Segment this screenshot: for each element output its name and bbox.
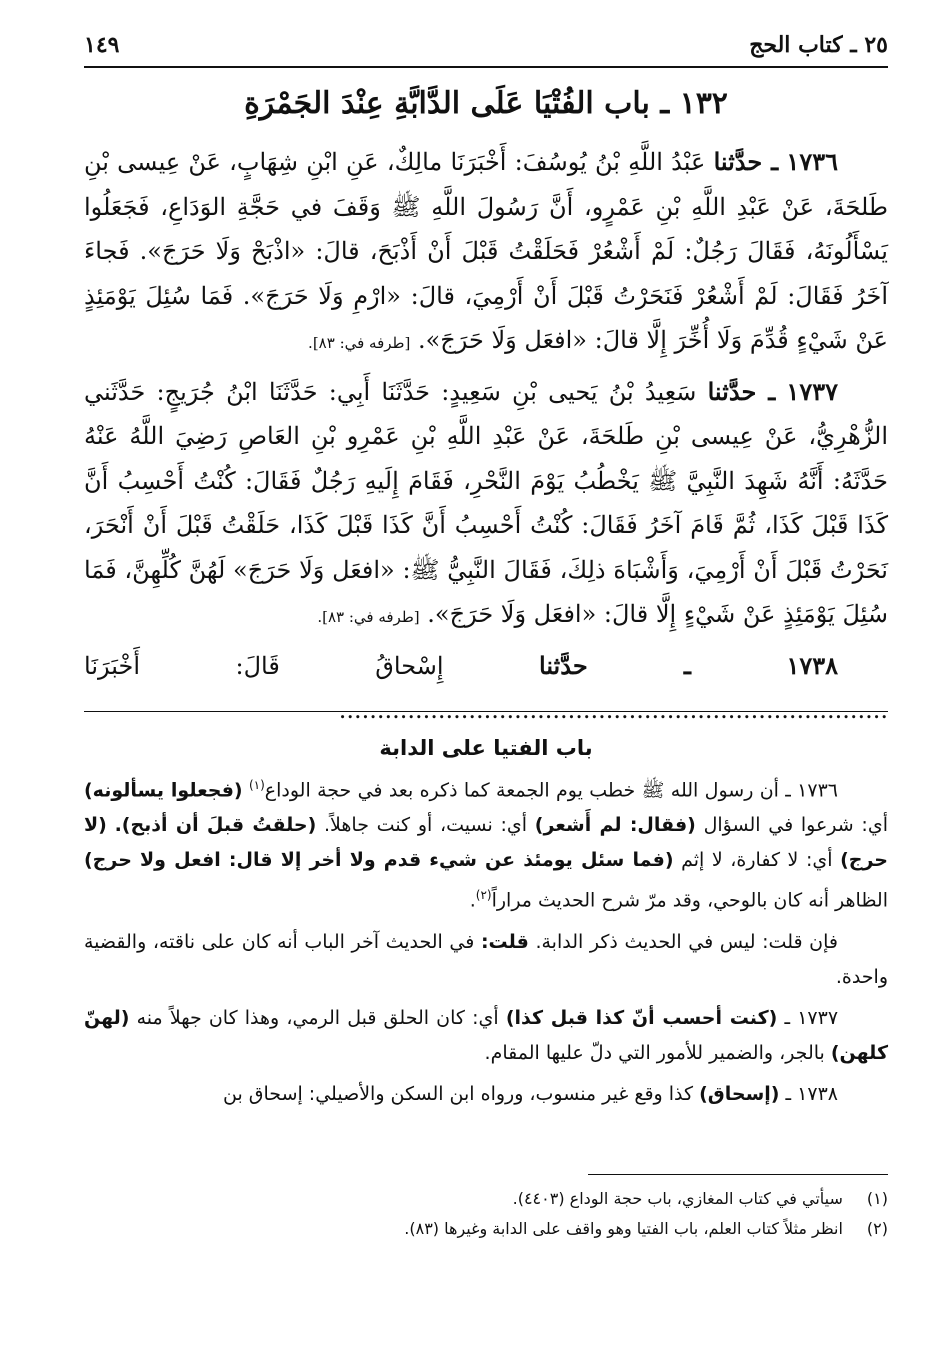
footnote-separator <box>588 1174 888 1175</box>
haddathana-label: ـ حدَّثنا <box>707 376 776 406</box>
quoted-phrase: (فجعلوا يسألونه) <box>84 779 243 802</box>
footnote-marker: (٢) <box>475 888 492 903</box>
commentary-text: كذا وقع غير منسوب، ورواه ابن السكن والأصيلي: إسحاق بن <box>222 1082 694 1105</box>
hadith-1738 <box>84 644 888 733</box>
tarf-reference: [طرفه في: ٨٣]. <box>317 608 420 626</box>
commentary-question <box>84 925 888 995</box>
quoted-phrase: (إسحاق) <box>699 1082 780 1105</box>
hadith-number: ١٧٣٨ <box>786 650 838 680</box>
commentary-number: ١٧٣٦ <box>797 779 838 802</box>
answer-label: قلت: <box>480 930 529 953</box>
quoted-phrase: (لا حرج) <box>84 814 888 872</box>
commentary-text: أي: نسيت، أو كنت جاهلاً. <box>324 814 528 837</box>
continuation-dots: ........................................................................ <box>338 696 888 724</box>
commentary-number: ١٧٣٨ <box>797 1082 838 1105</box>
hadith-number: ١٧٣٧ <box>786 376 838 406</box>
commentary-text: ـ أن رسول الله ﷺ خطب يوم الجمعة كما ذكره بعد في حجة الوداع <box>264 779 791 802</box>
footnote-1 <box>84 1184 888 1214</box>
commentary-text: أي: كان الحلق قبل الرمي، وهذا كان جهلاً منه <box>136 1006 499 1029</box>
commentary-text: فإن قلت: ليس في الحديث ذكر الدابة. <box>535 930 838 953</box>
page-number: ١٤٩ <box>84 32 120 58</box>
quoted-phrase: (لهنّ كلهن) <box>84 1006 888 1064</box>
hadith-1737 <box>84 370 888 640</box>
quoted-phrase: (كنت أحسب أنّ كذا قبل كذا) <box>505 1006 778 1029</box>
section-divider <box>84 711 888 712</box>
hadith-1736 <box>84 140 888 366</box>
hadith-text <box>84 140 888 737</box>
commentary-text: أي: لا كفارة، لا إثم <box>681 849 833 872</box>
footnotes <box>84 1184 888 1244</box>
quoted-phrase: (فما سئل يومئذ عن شيء قدم ولا أخر إلا قال: افعل ولا حرج) <box>84 849 674 872</box>
footnote-marker: (١) <box>248 778 265 792</box>
hadith-number: ١٧٣٦ <box>786 147 838 176</box>
chapter-title: ١٣٢ ـ باب الفُتْيَا عَلَى الدَّابَّةِ عِنْدَ الجَمْرَةِ <box>244 86 728 121</box>
commentary-section <box>84 732 888 1118</box>
tarf-reference: [طرفه في: ٨٣]. <box>308 334 411 352</box>
commentary-title: باب الفتيا على الدابة <box>379 736 593 760</box>
footnote-2 <box>84 1214 888 1244</box>
haddathana-label: ـ حدَّثنا <box>713 147 779 176</box>
running-title: ٢٥ ـ كتاب الحج <box>749 32 888 58</box>
dash: ـ <box>785 1082 792 1105</box>
commentary-number: ١٧٣٧ <box>797 1006 839 1029</box>
quoted-phrase: (فقال: لم أَشعر) <box>534 814 696 837</box>
commentary-text: أي: شرعوا في السؤال <box>703 814 888 837</box>
commentary-1736 <box>84 768 888 919</box>
footnote-number: (٢) <box>866 1219 888 1238</box>
sentence-end: . <box>469 889 476 912</box>
hadith-body: عَبْدُ اللَّهِ بْنُ يُوسُفَ: أَخْبَرَنَا مالِكٌ، عَنِ ابْنِ شِهَابٍ، عَنْ عِيسى بْنِ طَلحَةَ، عَنْ عَبْدِ اللَّهِ بْنِ عَمْرٍو، أَنَّ رَسُولَ اللَّهِ ﷺ وَقَفَ في حَجَّةِ الوَدَاعِ، فَجَعَلُوا يَسْأَلُونَهُ، فَقَالَ رَجُلٌ: لَمْ أَشْعُرْ فَحَلَقْتُ قَبْلَ أَنْ أَذْبَحَ، قالَ: «اذْبَحْ وَلَا حَرَجَ». فَجاءَ آخَرُ فَقَالَ: لَمْ أَشْعُرْ فَنَحَرْتُ قَبْلَ أَنْ أَرْمِيَ، قالَ: «ارْمِ وَلَا حَرَجَ». فَمَا سُئِلَ يَوْمَئِذٍ عَنْ شَيْءٍ قُدِّمَ وَلَا أُخِّرَ إِلَّا قالَ: «افعَل وَلَا حَرَجَ». <box>84 148 888 354</box>
commentary-1737 <box>84 1001 888 1071</box>
footnote-number: (١) <box>866 1189 888 1208</box>
footnote-text: انظر مثلاً كتاب العلم، باب الفتيا وهو واقف على الدابة وغيرها (٨٣). <box>404 1219 843 1238</box>
running-header <box>84 26 888 68</box>
commentary-1738 <box>84 1077 888 1112</box>
hadith-body: إِسْحاقُ قَالَ: أَخْبَرَنَا <box>84 651 444 680</box>
quoted-phrase: (حلقتُ قبلَ أن أذبح). <box>114 814 317 837</box>
commentary-text: الظاهر أنه كان بالوحي، وقد مرّ شرح الحديث مراراً <box>491 889 888 912</box>
commentary-text: بالجر، والضمير للأمور التي دلّ عليها المقام. <box>484 1041 825 1064</box>
commentary-text: في الحديث آخر الباب أنه كان على ناقته، والقضية واحدة. <box>84 930 888 988</box>
haddathana-label: ـ حدَّثنا <box>539 650 691 680</box>
footnote-text: سيأتي في كتاب المغازي، باب حجة الوداع (٤٤٠٣). <box>512 1189 843 1208</box>
hadith-body: سَعِيدُ بْنُ يَحيى بْنِ سَعِيدٍ: حَدَّثَنَا أَبِي: حَدَّثَنَا ابْنُ جُرَيجٍ: حَدَّثَني الزُّهْرِيُّ، عَنْ عِيسى بْنِ طَلحَةَ، عَنْ عَبْدِ اللَّهِ بْنِ عَمْرِو بْنِ العَاصِ رَضِيَ اللَّهُ عَنْهُ حَدَّثَهُ: أَنَّهُ شَهِدَ النَّبِيَّ ﷺ يَخْطُبُ يَوْمَ النَّحْرِ، فَقَامَ إِلَيهِ رَجُلٌ فَقَالَ: كُنْتُ أَحْسِبُ أَنَّ كَذَا قَبْلَ كَذَا، ثُمَّ قَامَ آخَرُ فَقَالَ: كُنْتُ أَحْسِبُ أَنَّ كَذَا قَبْلَ كَذَا، حَلَقْتُ قَبْلَ أَنْ أَنْحَرَ، نَحَرْتُ قَبْلَ أَنْ أَرْمِيَ، وَأَشْبَاهَ ذلِكَ، فَقَالَ النَّبِيُّ ﷺ: «افعَل وَلَا حَرَجَ» لَهُنَّ كُلِّهِنَّ، فَمَا سُئِلَ يَوْمَئِذٍ عَنْ شَيْءٍ إِلَّا قالَ: «افعَل وَلَا حَرَجَ». <box>84 377 888 628</box>
dash: ـ <box>784 1006 791 1029</box>
